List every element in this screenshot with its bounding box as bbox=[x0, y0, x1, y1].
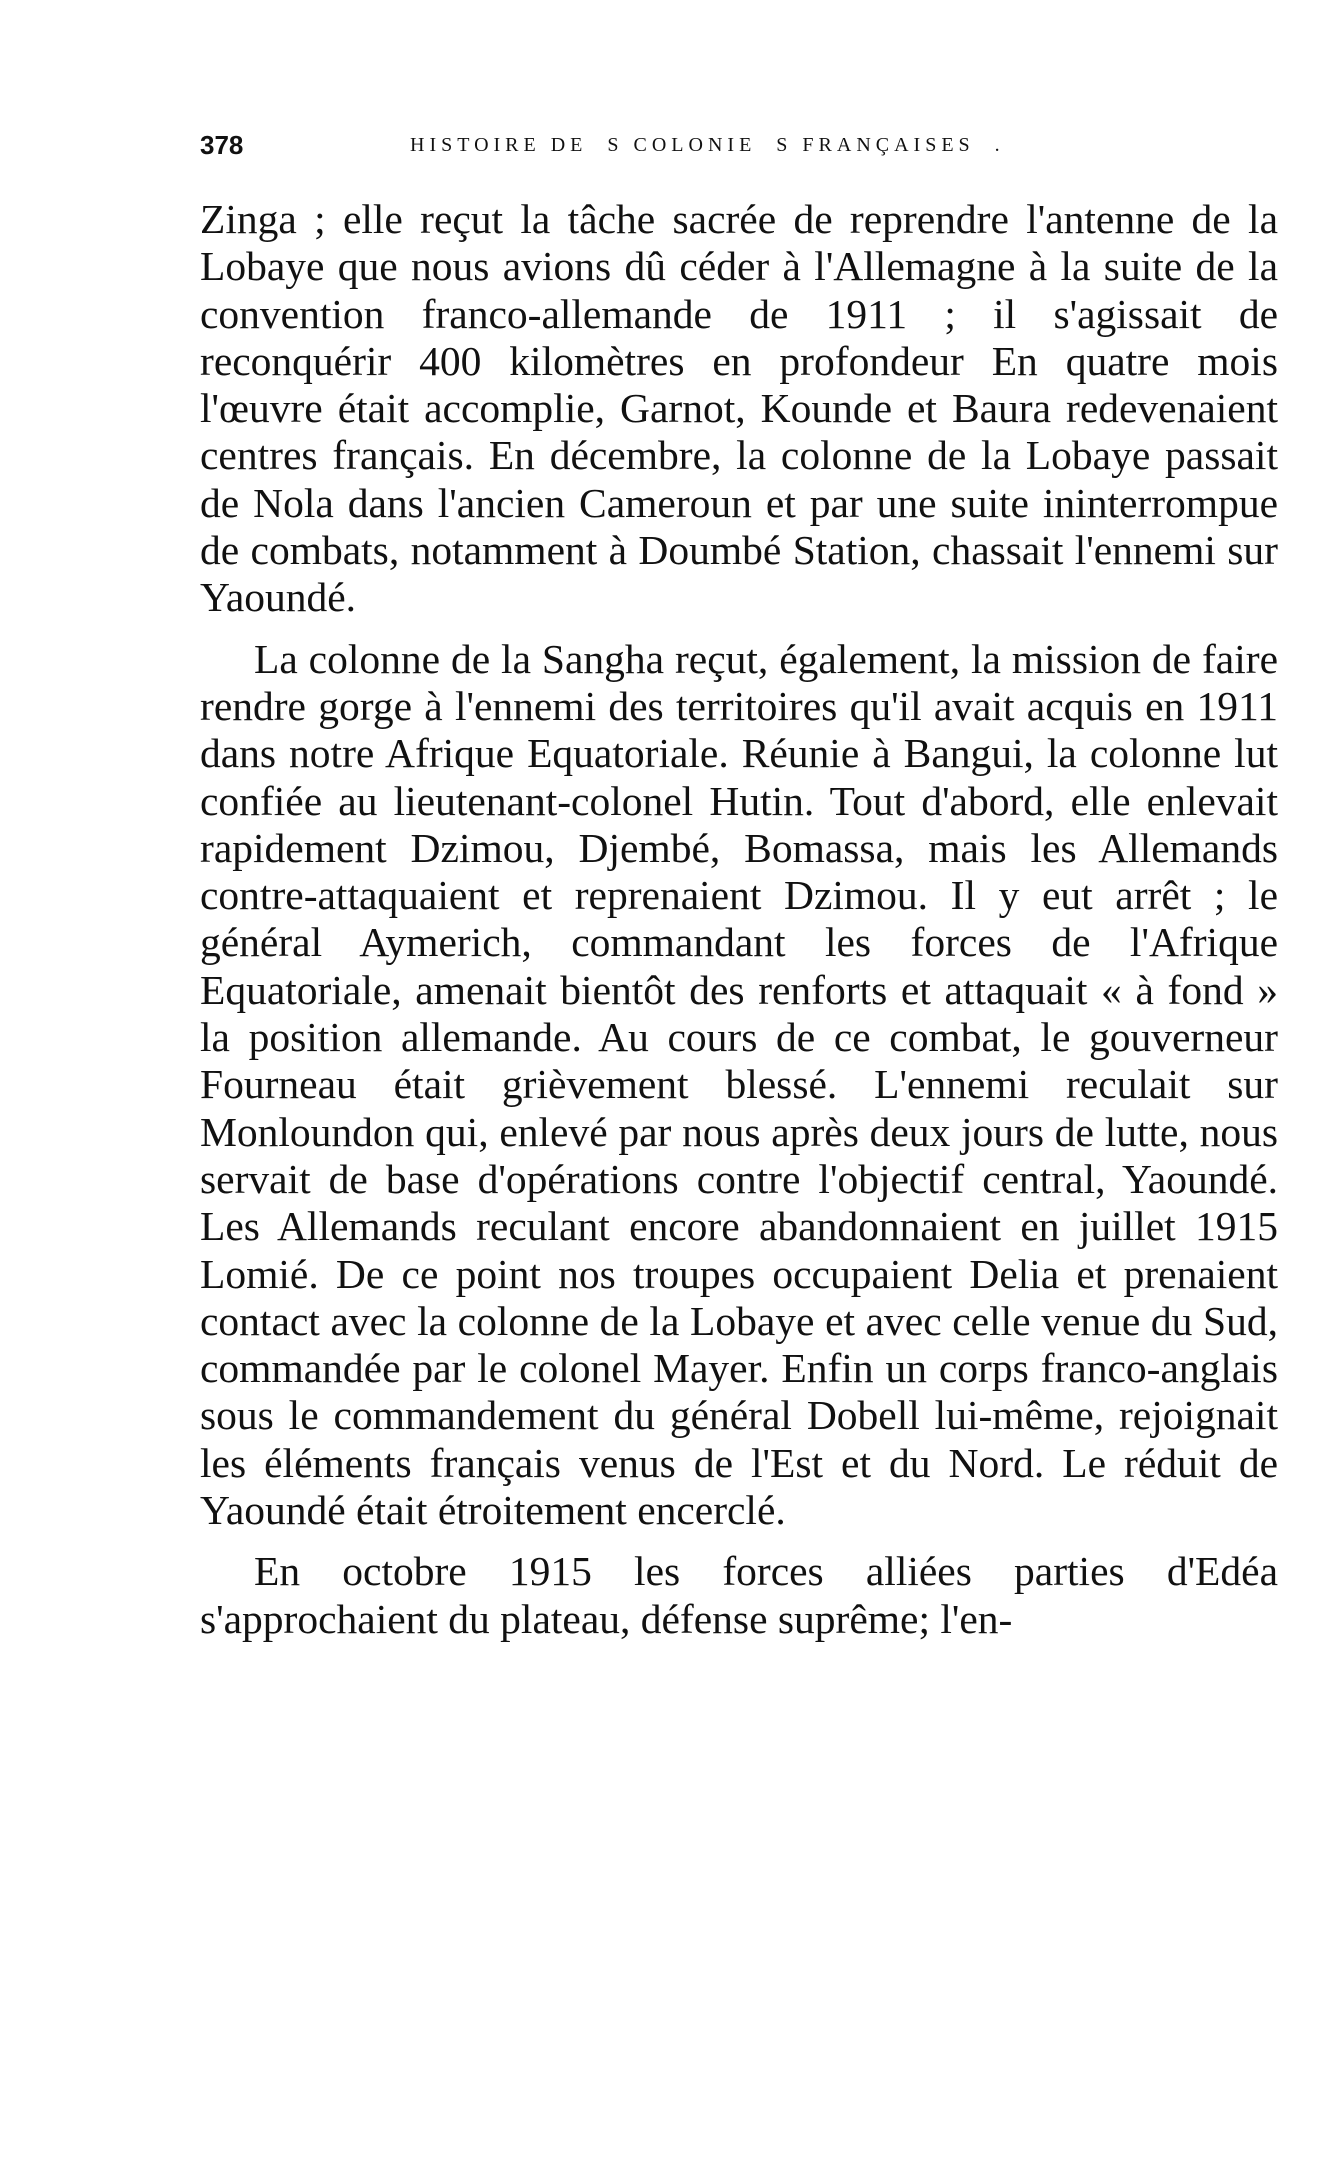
running-title: HISTOIRE DE S COLONIE S FRANÇAISES . bbox=[410, 134, 1005, 156]
paragraph-sangha-column: La colonne de la Sangha reçut, également, la mission de faire rendre gorge à l'ennemi des territoires qu'il avait acquis en 1911 dans notre Afrique Equatoriale. Réunie à Bangui, la colonne lut confiée au lieutenant-colonel Hutin. Tout d'abord, elle enlevait rapidement Dzimou, Djembé, Bomassa, mais les Allemands contre-attaquaient et reprenaient Dzimou. Il y eut arrêt ; le général Aymerich, commandant les forces de l'Afrique Equatoriale, amenait bientôt des renforts et attaquait « à fond » la position allemande. Au cours de ce combat, le gouverneur Fourneau était grièvement blessé. L'ennemi reculait sur Monloundon qui, enlevé par nous après deux jours de lutte, nous servait de base d'opérations contre l'objectif central, Yaoundé. Les Allemands reculant encore abandonnaient en juillet 1915 Lomié. De ce point nos troupes occupaient Delia et prenaient contact avec la colonne de la Lobaye et avec celle venue du Sud, commandée par le colonel Mayer. Enfin un corps franco-anglais sous le commandement du général Dobell lui-même, rejoignait les éléments français venus de l'Est et du Nord. Le réduit de Yaoundé était étroitement encerclé. bbox=[200, 635, 1278, 1534]
paragraph-october-1915: En octobre 1915 les forces alliées parties d'Edéa s'approchaient du plateau, défense suprême; l'en- bbox=[200, 1548, 1278, 1642]
body-text bbox=[200, 196, 1278, 1643]
paragraph-continuation: Zinga ; elle reçut la tâche sacrée de reprendre l'antenne de la Lobaye que nous avions dû céder à l'Allemagne à la suite de la convention franco-allemande de 1911 ; il s'agissait de reconquérir 400 kilomètres en profondeur En quatre mois l'œuvre était accomplie, Garnot, Kounde et Baura redevenaient centres français. En décembre, la colonne de la Lobaye passait de Nola dans l'ancien Cameroun et par une suite ininterrompue de combats, notamment à Doumbé Station, chassait l'ennemi sur Yaoundé. bbox=[200, 196, 1278, 621]
page-number: 378 bbox=[200, 130, 244, 160]
running-head bbox=[200, 128, 1280, 168]
